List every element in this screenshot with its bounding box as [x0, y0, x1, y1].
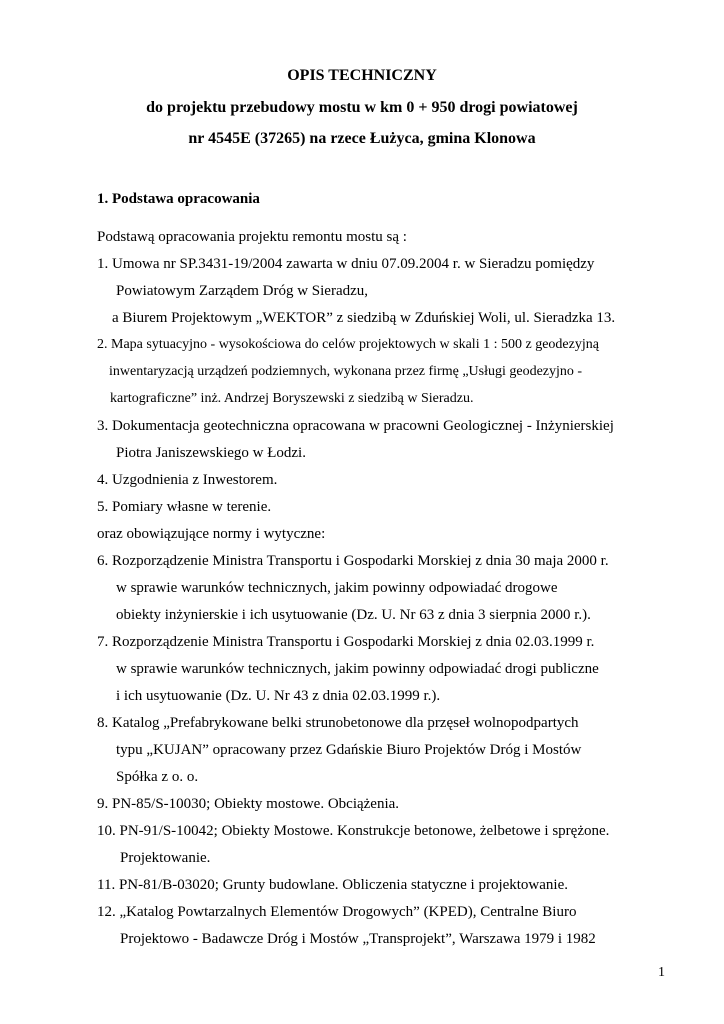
list-item-7-line3: i ich usytuowanie (Dz. U. Nr 43 z dnia 02.03.1999 r.). [116, 688, 441, 704]
list-item-10-line2: Projektowanie. [120, 850, 211, 866]
list-item-11: 11. PN-81/B-03020; Grunty budowlane. Obliczenia statyczne i projektowanie. [97, 877, 568, 893]
list-item-3-line2: Piotra Janiszewskiego w Łodzi. [116, 445, 306, 461]
list-item-4: 4. Uzgodnienia z Inwestorem. [97, 472, 278, 488]
list-item-2-line3: kartograficzne” inż. Andrzej Boryszewski z siedzibą w Sieradzu. [110, 391, 474, 406]
list-item-1-line2: Powiatowym Zarządem Dróg w Sieradzu, [116, 283, 369, 299]
list-item-1-line1: 1. Umowa nr SP.3431-19/2004 zawarta w dniu 07.09.2004 r. w Sieradzu pomiędzy [97, 256, 595, 272]
document-subtitle-line2: nr 4545E (37265) na rzece Łużyca, gmina Klonowa [188, 130, 536, 147]
list-item-12-line2: Projektowo - Badawcze Dróg i Mostów „Transprojekt”, Warszawa 1979 i 1982 [120, 931, 596, 947]
list-item-12-line1: 12. „Katalog Powtarzalnych Elementów Drogowych” (KPED), Centralne Biuro [97, 904, 577, 920]
document-title: OPIS TECHNICZNY [287, 67, 437, 84]
list-item-6-line2: w sprawie warunków technicznych, jakim powinny odpowiadać drogowe [116, 580, 558, 596]
list-item-8-line1: 8. Katalog „Prefabrykowane belki strunobetonowe dla przęseł wolnopodpartych [97, 715, 579, 731]
list-item-7-line1: 7. Rozporządzenie Ministra Transportu i Gospodarki Morskiej z dnia 02.03.1999 r. [97, 634, 595, 650]
document-subtitle-line1: do projektu przebudowy mostu w km 0 + 950 drogi powiatowej [146, 99, 578, 116]
list-item-8-line2: typu „KUJAN” opracowany przez Gdańskie Biuro Projektów Dróg i Mostów [116, 742, 582, 758]
list-item-9: 9. PN-85/S-10030; Obiekty mostowe. Obciążenia. [97, 796, 400, 812]
list-item-2-line1: 2. Mapa sytuacyjno - wysokościowa do celów projektowych w skali 1 : 500 z geodezyjną [97, 337, 599, 352]
list-item-5: 5. Pomiary własne w terenie. [97, 499, 272, 515]
page-number: 1 [658, 965, 665, 980]
list-item-2-line2: inwentaryzacją urządzeń podziemnych, wykonana przez firmę „Usługi geodezyjno - [109, 364, 583, 379]
list-item-3-line1: 3. Dokumentacja geotechniczna opracowana w pracowni Geologicznej - Inżynierskiej [97, 418, 614, 434]
list-item-6-line3: obiekty inżynierskie i ich usytuowanie (Dz. U. Nr 63 z dnia 3 sierpnia 2000 r.). [116, 607, 591, 623]
list-item-10-line1: 10. PN-91/S-10042; Obiekty Mostowe. Konstrukcje betonowe, żelbetowe i sprężone. [97, 823, 610, 839]
list-item-8-line3: Spółka z o. o. [116, 769, 199, 785]
list-item-7-line2: w sprawie warunków technicznych, jakim powinny odpowiadać drogi publiczne [116, 661, 599, 677]
list-item-1-line3: a Biurem Projektowym „WEKTOR” z siedzibą w Zduńskiej Woli, ul. Sieradzka 13. [112, 310, 616, 326]
norms-intro: oraz obowiązujące normy i wytyczne: [97, 526, 326, 542]
section-intro: Podstawą opracowania projektu remontu mostu są : [97, 229, 407, 245]
list-item-6-line1: 6. Rozporządzenie Ministra Transportu i Gospodarki Morskiej z dnia 30 maja 2000 r. [97, 553, 609, 569]
section-heading: 1. Podstawa opracowania [97, 191, 260, 207]
